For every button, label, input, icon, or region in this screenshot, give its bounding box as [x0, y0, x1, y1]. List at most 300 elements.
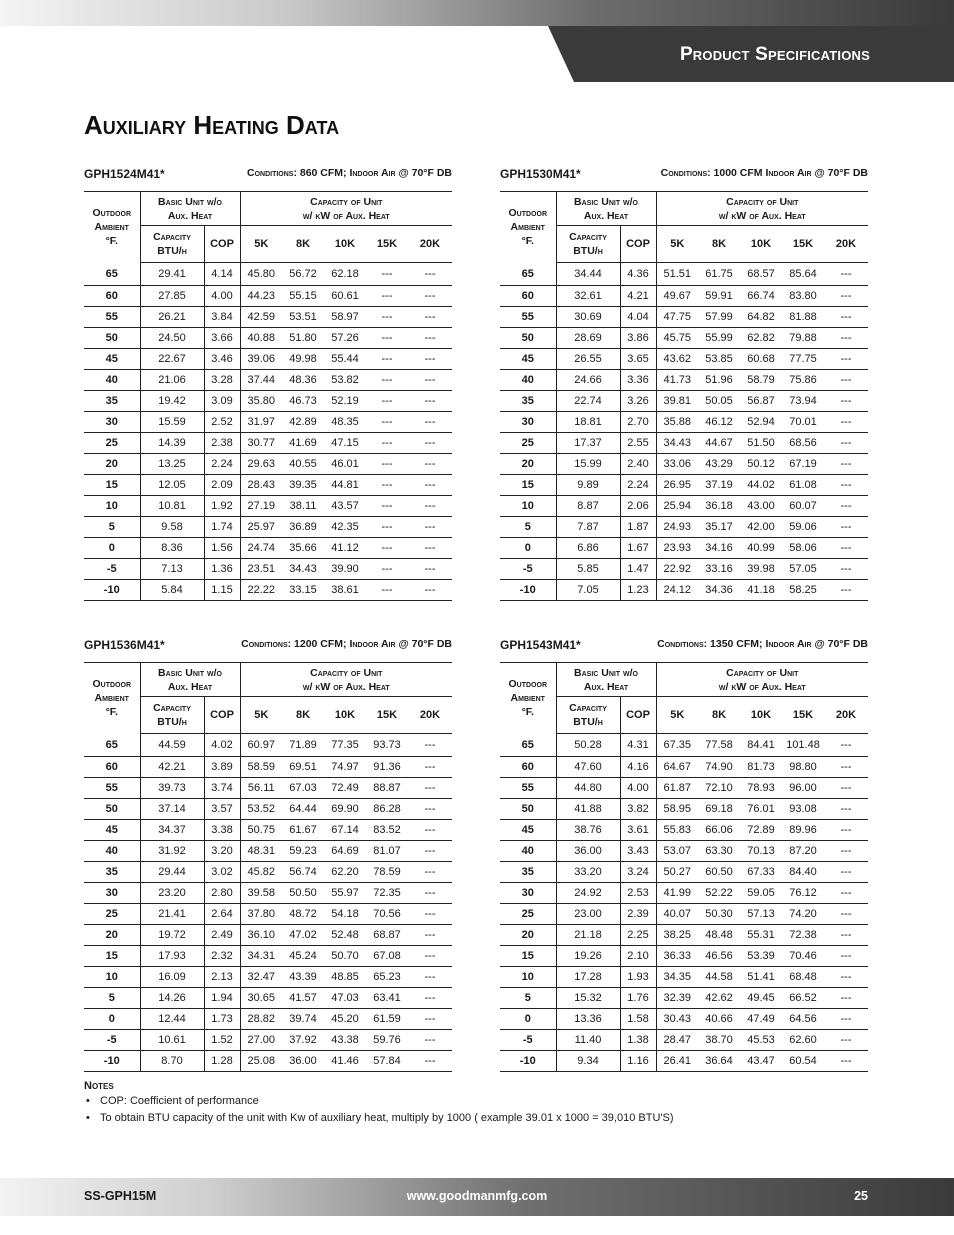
table-cell: 1.73	[204, 1009, 240, 1030]
table-cell: 10.81	[140, 496, 204, 517]
table-cell: ---	[824, 538, 868, 559]
table-cell: ---	[408, 517, 452, 538]
table-cell: 15.99	[556, 454, 620, 475]
table-cell: 38.11	[282, 496, 324, 517]
test-conditions: Conditions: 860 CFM; Indoor Air @ 70°F DB	[246, 167, 452, 179]
table-cell: 7.13	[140, 559, 204, 580]
table-cell: 53.52	[240, 799, 282, 820]
table-cell: 76.12	[782, 883, 824, 904]
table-row	[84, 307, 452, 328]
table-cell: 45.24	[282, 946, 324, 967]
table-cell: 58.25	[782, 580, 824, 601]
table-row	[84, 496, 452, 517]
ambient-temp-cell: -10	[500, 580, 556, 601]
table-cell: 3.66	[204, 328, 240, 349]
model-number: GPH1530M41*	[500, 167, 581, 181]
ambient-temp-cell: 0	[500, 1009, 556, 1030]
bullet-icon: •	[86, 1112, 90, 1124]
table-cell: 55.99	[698, 328, 740, 349]
table-cell: 35.80	[240, 391, 282, 412]
table-cell: 44.80	[556, 778, 620, 799]
table-cell: 96.00	[782, 778, 824, 799]
ambient-temp-cell: 10	[84, 496, 140, 517]
table-cell: 52.94	[740, 412, 782, 433]
footer-doc-id: SS-GPH15M	[84, 1189, 157, 1203]
ambient-temp-cell: -5	[500, 1030, 556, 1051]
note-text: To obtain BTU capacity of the unit with Kw of auxiliary heat, multiply by 1000 ( example 39.01 x 1000 = 39,010 BTU'S)	[100, 1112, 674, 1124]
kw-column-header: 15K	[366, 697, 408, 734]
table-cell: 78.93	[740, 778, 782, 799]
table-cell: 59.91	[698, 286, 740, 307]
table-cell: ---	[824, 475, 868, 496]
table-cell: 70.56	[366, 904, 408, 925]
table-row	[500, 433, 868, 454]
table-row	[84, 433, 452, 454]
header-line: Outdoor	[92, 678, 131, 691]
table-cell: 83.52	[366, 820, 408, 841]
ambient-temp-cell: 50	[84, 328, 140, 349]
table-cell: ---	[408, 946, 452, 967]
kw-column-header: 20K	[408, 226, 452, 263]
table-cell: 3.61	[620, 820, 656, 841]
table-cell: 44.58	[698, 967, 740, 988]
table-cell: 1.94	[204, 988, 240, 1009]
outdoor-ambient-header	[84, 663, 140, 734]
heating-data-table	[84, 191, 452, 601]
kw-column-header: 15K	[782, 697, 824, 734]
table-cell: 11.40	[556, 1030, 620, 1051]
table-cell: 19.72	[140, 925, 204, 946]
table-cell: 2.53	[620, 883, 656, 904]
table-cell: 67.08	[366, 946, 408, 967]
table-cell: 1.15	[204, 580, 240, 601]
table-cell: 39.58	[240, 883, 282, 904]
table-cell: 53.82	[324, 370, 366, 391]
header-row	[84, 192, 452, 226]
table-cell: 2.39	[620, 904, 656, 925]
table-cell: 46.56	[698, 946, 740, 967]
ambient-temp-cell: 60	[84, 757, 140, 778]
table-cell: 51.51	[656, 263, 698, 286]
table-cell: 1.76	[620, 988, 656, 1009]
table-cell: 38.70	[698, 1030, 740, 1051]
table-cell: ---	[824, 496, 868, 517]
ambient-temp-cell: 5	[84, 988, 140, 1009]
table-cell: ---	[408, 757, 452, 778]
table-cell: 55.15	[282, 286, 324, 307]
table-cell: 15.32	[556, 988, 620, 1009]
header-line: Basic Unit w/o	[574, 666, 638, 679]
table-cell: 2.25	[620, 925, 656, 946]
ambient-temp-cell: 5	[500, 517, 556, 538]
table-cell: 101.48	[786, 739, 820, 751]
test-conditions: Conditions: 1350 CFM; Indoor Air @ 70°F DB	[657, 638, 868, 650]
table-cell: 57.13	[740, 904, 782, 925]
table-cell: 77.58	[705, 739, 733, 751]
table-cell: 45.53	[740, 1030, 782, 1051]
ambient-temp-cell: 10	[500, 967, 556, 988]
table-cell: ---	[424, 268, 436, 280]
table-cell: 42.35	[324, 517, 366, 538]
table-cell: 24.74	[240, 538, 282, 559]
table-cell: 22.67	[140, 349, 204, 370]
table-cell: 24.92	[556, 883, 620, 904]
table-cell: 59.05	[740, 883, 782, 904]
table-cell: 16.09	[140, 967, 204, 988]
table-cell: ---	[824, 862, 868, 883]
table-cell: 63.41	[366, 988, 408, 1009]
table-cell: 19.26	[556, 946, 620, 967]
table-row	[84, 263, 452, 286]
table-cell: 86.28	[366, 799, 408, 820]
table-cell: 33.06	[656, 454, 698, 475]
table-cell: 60.68	[740, 349, 782, 370]
table-cell: ---	[824, 454, 868, 475]
table-cell: 14.26	[140, 988, 204, 1009]
table-cell: 2.32	[204, 946, 240, 967]
table-cell: 68.56	[782, 433, 824, 454]
table-cell: 2.49	[204, 925, 240, 946]
table-cell: 3.38	[204, 820, 240, 841]
table-cell: ---	[408, 883, 452, 904]
table-row	[500, 1051, 868, 1072]
table-row	[84, 559, 452, 580]
table-cell: 44.67	[698, 433, 740, 454]
ambient-temp-cell: 40	[84, 370, 140, 391]
table-cell: 41.18	[740, 580, 782, 601]
table-cell: 2.09	[204, 475, 240, 496]
table-cell: 56.74	[282, 862, 324, 883]
table-cell: 13.25	[140, 454, 204, 475]
outdoor-ambient-header	[84, 192, 140, 263]
header-line: Outdoor	[508, 207, 547, 220]
cop-header: COP	[204, 697, 240, 734]
table-cell: 62.20	[324, 862, 366, 883]
table-cell: 8.70	[140, 1051, 204, 1072]
ambient-temp-cell: 35	[500, 391, 556, 412]
table-cell: 60.50	[698, 862, 740, 883]
ambient-temp-cell: -5	[84, 559, 140, 580]
table-cell: 39.90	[324, 559, 366, 580]
table-cell: 17.93	[140, 946, 204, 967]
ambient-temp-cell: 15	[500, 475, 556, 496]
header-row	[84, 226, 452, 263]
table-cell: 44.02	[740, 475, 782, 496]
table-cell: 10.61	[140, 1030, 204, 1051]
table-row	[500, 925, 868, 946]
table-cell: 17.37	[556, 433, 620, 454]
table-cell: 43.47	[740, 1051, 782, 1072]
table-cell: 35.66	[282, 538, 324, 559]
table-cell: 29.63	[240, 454, 282, 475]
table-cell: 24.66	[556, 370, 620, 391]
ambient-temp-cell: 50	[500, 799, 556, 820]
header-line: Basic Unit w/o	[158, 666, 222, 679]
table-cell: ---	[366, 475, 408, 496]
table-cell: 33.15	[282, 580, 324, 601]
table-cell: 52.19	[324, 391, 366, 412]
table-cell: 4.04	[620, 307, 656, 328]
table-cell: 50.27	[656, 862, 698, 883]
table-cell: 74.90	[698, 757, 740, 778]
table-cell: 25.97	[240, 517, 282, 538]
table-cell: 66.52	[782, 988, 824, 1009]
table-cell: 61.87	[656, 778, 698, 799]
table-cell: 3.86	[620, 328, 656, 349]
table-row	[84, 580, 452, 601]
kw-column-header: 5K	[656, 697, 698, 734]
header-line: Ambient	[510, 221, 545, 234]
header-row	[84, 663, 452, 697]
table-cell: 28.43	[240, 475, 282, 496]
table-cell: 48.85	[324, 967, 366, 988]
table-cell: 44.59	[140, 734, 204, 757]
table-cell: 67.14	[324, 820, 366, 841]
header-line: °F.	[521, 235, 534, 248]
table-cell: 4.16	[620, 757, 656, 778]
header-line: w/ kW of Aux. Heat	[718, 680, 806, 693]
header-line: Aux. Heat	[583, 209, 629, 222]
table-cell: ---	[381, 268, 393, 280]
table-row	[500, 1009, 868, 1030]
table-cell: 23.51	[240, 559, 282, 580]
ambient-temp-cell: 5	[500, 988, 556, 1009]
table-row	[500, 1030, 868, 1051]
header-line: Ambient	[94, 221, 129, 234]
table-cell: 9.89	[556, 475, 620, 496]
table-cell: 1.36	[204, 559, 240, 580]
table-cell: 45.20	[324, 1009, 366, 1030]
ambient-temp-cell: 40	[500, 841, 556, 862]
table-cell: 72.49	[324, 778, 366, 799]
table-cell: ---	[408, 538, 452, 559]
table-cell: 24.12	[656, 580, 698, 601]
table-cell: ---	[366, 328, 408, 349]
table-cell: 55.31	[740, 925, 782, 946]
table-cell: 3.28	[204, 370, 240, 391]
table-cell: 47.75	[656, 307, 698, 328]
ambient-temp-cell: -10	[84, 580, 140, 601]
table-cell: 64.67	[656, 757, 698, 778]
table-cell: 67.35	[656, 734, 698, 757]
table-cell: 3.36	[620, 370, 656, 391]
table-cell: 55.83	[656, 820, 698, 841]
table-row	[84, 349, 452, 370]
table-cell: ---	[824, 286, 868, 307]
table-row	[84, 475, 452, 496]
table-cell: 51.96	[698, 370, 740, 391]
table-cell: 58.59	[240, 757, 282, 778]
ambient-temp-cell: 10	[500, 496, 556, 517]
table-row	[500, 412, 868, 433]
table-row	[500, 496, 868, 517]
table-cell: ---	[824, 412, 868, 433]
notes-section	[84, 1080, 674, 1126]
table-cell: 39.73	[140, 778, 204, 799]
table-cell: ---	[824, 1051, 868, 1072]
capacity-with-aux-header	[656, 663, 868, 697]
table-row	[84, 757, 452, 778]
kw-column-header: 5K	[240, 697, 282, 734]
table-cell: 42.21	[140, 757, 204, 778]
table-cell: ---	[824, 391, 868, 412]
table-cell: 8.87	[556, 496, 620, 517]
table-cell: 67.03	[282, 778, 324, 799]
table-cell: 59.76	[366, 1030, 408, 1051]
ambient-temp-cell: 15	[84, 946, 140, 967]
ambient-temp-cell: -5	[500, 559, 556, 580]
table-cell: 47.03	[324, 988, 366, 1009]
table-cell: 50.50	[282, 883, 324, 904]
table-cell: 58.79	[740, 370, 782, 391]
table-cell: 36.18	[698, 496, 740, 517]
header-line: Outdoor	[508, 678, 547, 691]
ambient-temp-cell: -5	[84, 1030, 140, 1051]
table-cell: 27.85	[140, 286, 204, 307]
ambient-temp-cell: 65	[521, 267, 534, 280]
header-line: Capacity of Unit	[310, 666, 383, 679]
table-cell: 32.61	[556, 286, 620, 307]
table-cell: 2.64	[204, 904, 240, 925]
table-row	[500, 799, 868, 820]
table-row	[84, 820, 452, 841]
header-line: Basic Unit w/o	[158, 195, 222, 208]
table-cell: 21.18	[556, 925, 620, 946]
table-cell: 72.35	[366, 883, 408, 904]
kw-column-header: 10K	[324, 697, 366, 734]
table-row	[84, 286, 452, 307]
table-cell: 5.85	[556, 559, 620, 580]
table-cell: 68.48	[782, 967, 824, 988]
header-line: w/ kW of Aux. Heat	[302, 209, 390, 222]
table-row	[500, 475, 868, 496]
table-cell: 2.70	[620, 412, 656, 433]
table-cell: 30.77	[240, 433, 282, 454]
header-line: w/ kW of Aux. Heat	[718, 209, 806, 222]
kw-column-header: 5K	[240, 226, 282, 263]
table-row	[500, 286, 868, 307]
table-cell: ---	[408, 580, 452, 601]
table-cell: 52.22	[698, 883, 740, 904]
table-cell: 70.13	[740, 841, 782, 862]
outdoor-ambient-header	[500, 192, 556, 263]
capacity-btu-header	[140, 697, 204, 734]
table-row	[84, 904, 452, 925]
table-cell: ---	[824, 517, 868, 538]
table-cell: ---	[408, 475, 452, 496]
table-cell: 4.36	[620, 263, 656, 286]
table-cell: ---	[824, 580, 868, 601]
table-cell: 93.08	[782, 799, 824, 820]
table-cell: 12.05	[140, 475, 204, 496]
table-cell: 59.06	[782, 517, 824, 538]
ambient-temp-cell: 40	[500, 370, 556, 391]
table-cell: 81.73	[740, 757, 782, 778]
table-cell: ---	[824, 559, 868, 580]
table-cell: 55.44	[324, 349, 366, 370]
table-cell: 38.25	[656, 925, 698, 946]
outdoor-ambient-header	[500, 663, 556, 734]
table-cell: 26.55	[556, 349, 620, 370]
ambient-temp-cell: 25	[84, 433, 140, 454]
table-cell: 40.99	[740, 538, 782, 559]
table-cell: 4.00	[204, 286, 240, 307]
table-row	[500, 263, 868, 286]
ambient-temp-cell: 65	[105, 267, 118, 280]
note-item	[84, 1094, 674, 1109]
header-line: Outdoor	[92, 207, 131, 220]
table-cell: 22.74	[556, 391, 620, 412]
table-cell: 7.87	[556, 517, 620, 538]
table-cell: 23.20	[140, 883, 204, 904]
table-cell: 36.64	[698, 1051, 740, 1072]
header-line: BTU/h	[157, 245, 187, 257]
table-row	[84, 778, 452, 799]
table-cell: 37.44	[240, 370, 282, 391]
table-cell: ---	[366, 349, 408, 370]
table-cell: 46.12	[698, 412, 740, 433]
table-cell: 1.23	[620, 580, 656, 601]
table-cell: 67.19	[782, 454, 824, 475]
table-cell: 40.55	[282, 454, 324, 475]
note-item	[84, 1111, 674, 1126]
ambient-temp-cell: -10	[500, 1051, 556, 1072]
table-cell: 2.80	[204, 883, 240, 904]
table-cell: 77.75	[782, 349, 824, 370]
table-cell: 1.58	[620, 1009, 656, 1030]
table-cell: 89.96	[782, 820, 824, 841]
table-cell: 72.10	[698, 778, 740, 799]
table-cell: 46.73	[282, 391, 324, 412]
capacity-btu-header	[556, 226, 620, 263]
table-cell: 53.39	[740, 946, 782, 967]
ambient-temp-cell: 0	[84, 1009, 140, 1030]
table-cell: 27.00	[240, 1030, 282, 1051]
footer-website-link[interactable]: www.goodmanmfg.com	[406, 1189, 548, 1203]
table-cell: 41.73	[656, 370, 698, 391]
table-cell: 69.90	[324, 799, 366, 820]
table-cell: 33.16	[698, 559, 740, 580]
table-cell: 57.84	[366, 1051, 408, 1072]
table-cell: 3.24	[620, 862, 656, 883]
table-row	[500, 862, 868, 883]
table-cell: 3.89	[204, 757, 240, 778]
table-row	[500, 778, 868, 799]
table-cell: ---	[408, 412, 452, 433]
table-cell: ---	[366, 580, 408, 601]
table-cell: 34.37	[140, 820, 204, 841]
table-cell: ---	[824, 841, 868, 862]
table-cell: 4.02	[204, 734, 240, 757]
table-cell: ---	[408, 559, 452, 580]
table-cell: 41.69	[282, 433, 324, 454]
table-cell: 31.92	[140, 841, 204, 862]
table-cell: 38.61	[324, 580, 366, 601]
table-cell: 43.00	[740, 496, 782, 517]
table-cell: 1.67	[620, 538, 656, 559]
table-cell: 34.35	[656, 967, 698, 988]
table-cell: 58.97	[324, 307, 366, 328]
ambient-temp-cell: 65	[521, 738, 534, 751]
table-cell: 70.01	[782, 412, 824, 433]
table-cell: 35.17	[698, 517, 740, 538]
table-cell: 84.40	[782, 862, 824, 883]
table-cell: 2.55	[620, 433, 656, 454]
table-cell: 79.88	[782, 328, 824, 349]
table-row	[500, 328, 868, 349]
table-cell: 49.98	[282, 349, 324, 370]
table-cell: 65.23	[366, 967, 408, 988]
